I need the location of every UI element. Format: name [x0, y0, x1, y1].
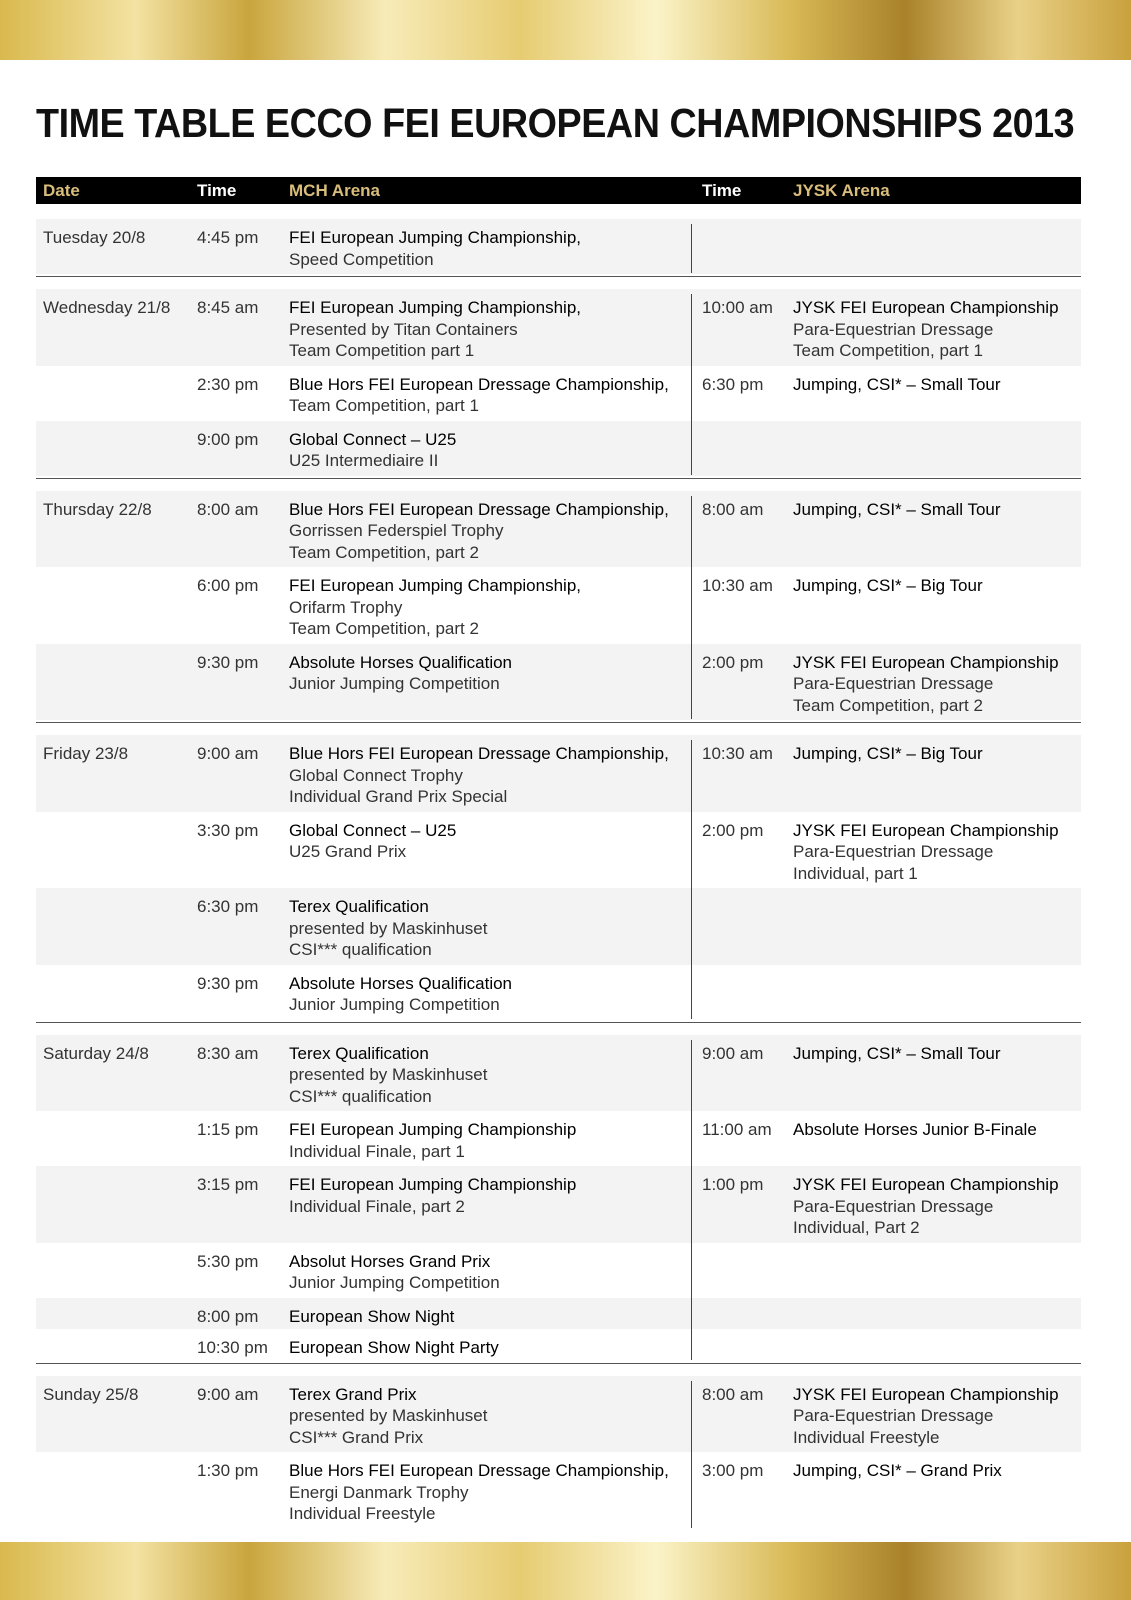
jysk-time: 10:00 am — [702, 298, 773, 317]
event-title: FEI European Jumping Championship, — [289, 576, 581, 595]
event-detail: U25 Intermediaire II — [289, 451, 439, 470]
mch-time: 8:00 am — [197, 499, 259, 519]
mch-event — [289, 1460, 669, 1525]
row-date: Sunday 25/8 — [43, 1384, 139, 1404]
mch-event — [289, 820, 456, 863]
event-detail: Individual Finale, part 1 — [289, 1141, 465, 1161]
jysk-time: 10:30 am — [702, 576, 773, 595]
row-date: Wednesday 21/8 — [43, 298, 171, 317]
event-title: Terex Qualification — [289, 897, 429, 916]
mch-event — [289, 1337, 499, 1359]
table-row — [36, 644, 1081, 721]
event-title: Jumping, CSI* – Grand Prix — [793, 1461, 1002, 1480]
mch-event — [289, 652, 512, 695]
jysk-event — [793, 297, 1059, 362]
mch-time: 2:30 pm — [197, 374, 259, 394]
jysk-event — [793, 575, 983, 597]
mch-time: 9:00 pm — [197, 429, 259, 449]
event-detail: Team Competition, part 1 — [289, 396, 479, 415]
table-row — [36, 888, 1081, 965]
header-date: Date — [43, 181, 80, 200]
jysk-time: 8:00 am — [702, 1384, 764, 1404]
mch-time: 1:30 pm — [197, 1461, 259, 1480]
jysk-event — [793, 820, 1059, 885]
header-time-mch: Time — [197, 181, 237, 200]
event-title: Absolute Horses Junior B-Finale — [793, 1120, 1037, 1139]
mch-event — [289, 227, 581, 270]
arena-divider — [691, 1381, 692, 1528]
table-row — [36, 1298, 1081, 1330]
mch-event — [289, 1119, 576, 1162]
event-detail: Individual Freestyle — [289, 1504, 436, 1523]
jysk-time: 2:00 pm — [702, 652, 764, 672]
event-detail: Orifarm Trophy — [289, 597, 403, 617]
event-title: Blue Hors FEI European Dressage Championship, — [289, 374, 669, 394]
event-detail: Team Competition, part 2 — [289, 619, 479, 638]
jysk-time: 8:00 am — [702, 499, 764, 519]
mch-event — [289, 896, 487, 961]
header-mch-arena: MCH Arena — [289, 181, 380, 200]
jysk-time: 9:00 am — [702, 1043, 764, 1063]
table-row — [36, 1111, 1081, 1166]
table-row — [36, 1376, 1081, 1453]
event-detail: Individual Grand Prix Special — [289, 787, 508, 806]
event-detail: Gorrissen Federspiel Trophy — [289, 521, 504, 540]
event-title: Global Connect – U25 — [289, 429, 457, 449]
event-detail: Team Competition, part 2 — [289, 542, 479, 562]
table-row — [36, 735, 1081, 812]
jysk-time: 1:00 pm — [702, 1175, 764, 1194]
event-title: Blue Hors FEI European Dressage Championship, — [289, 1461, 669, 1480]
day-group — [36, 1023, 1081, 1363]
mch-event — [289, 1043, 487, 1108]
mch-time: 8:30 am — [197, 1043, 259, 1063]
day-group — [36, 479, 1081, 723]
mch-event — [289, 1251, 500, 1294]
table-row — [36, 491, 1081, 568]
jysk-event — [793, 1043, 1001, 1065]
event-title: European Show Night Party — [289, 1338, 499, 1357]
event-detail: Individual, Part 2 — [793, 1218, 920, 1237]
bottom-gold-band — [0, 1542, 1131, 1600]
event-title: FEI European Jumping Championship — [289, 1175, 577, 1194]
table-header — [36, 177, 1081, 204]
event-title: JYSK FEI European Championship — [793, 298, 1059, 317]
mch-time: 4:45 pm — [197, 228, 259, 247]
event-detail: presented by Maskinhuset — [289, 1065, 488, 1084]
event-detail: Team Competition, part 1 — [793, 341, 983, 360]
event-title: Jumping, CSI* – Big Tour — [793, 576, 983, 595]
event-title: JYSK FEI European Championship — [793, 1384, 1059, 1404]
jysk-event — [793, 1119, 1037, 1141]
event-detail: Individual Finale, part 2 — [289, 1196, 465, 1216]
arena-divider — [691, 294, 692, 475]
day-groups — [36, 204, 1081, 1531]
jysk-event — [793, 1384, 1059, 1449]
event-detail: CSI*** qualification — [289, 1086, 432, 1106]
mch-event — [289, 1384, 487, 1449]
event-detail: CSI*** Grand Prix — [289, 1427, 424, 1447]
event-detail: Individual, part 1 — [793, 863, 918, 883]
jysk-event — [793, 1174, 1059, 1239]
event-title: Blue Hors FEI European Dressage Championship, — [289, 499, 669, 519]
event-title: Jumping, CSI* – Small Tour — [793, 374, 1001, 394]
event-detail: U25 Grand Prix — [289, 842, 407, 861]
jysk-event — [793, 652, 1059, 717]
table-row — [36, 1035, 1081, 1112]
day-group — [36, 1364, 1081, 1531]
event-detail: Global Connect Trophy — [289, 765, 463, 785]
table-row — [36, 567, 1081, 644]
row-date: Tuesday 20/8 — [43, 228, 146, 247]
event-title: Blue Hors FEI European Dressage Championship, — [289, 744, 669, 763]
event-detail: Speed Competition — [289, 249, 434, 269]
mch-event — [289, 429, 456, 472]
mch-event — [289, 1306, 454, 1328]
event-detail: Team Competition, part 2 — [793, 695, 983, 715]
header-time-jysk: Time — [702, 181, 742, 200]
mch-time: 6:00 pm — [197, 576, 259, 595]
jysk-event — [793, 374, 1001, 396]
jysk-time: 3:00 pm — [702, 1461, 764, 1480]
page-title: TIME TABLE ECCO FEI EUROPEAN CHAMPIONSHIPS 2013 — [36, 100, 1075, 146]
event-title: JYSK FEI European Championship — [793, 820, 1059, 840]
event-title: FEI European Jumping Championship — [289, 1120, 577, 1139]
jysk-time: 10:30 am — [702, 744, 773, 763]
jysk-time: 2:00 pm — [702, 820, 764, 840]
event-title: Absolute Horses Qualification — [289, 973, 513, 993]
jysk-time: 11:00 am — [702, 1120, 772, 1139]
top-gold-band — [0, 0, 1131, 60]
jysk-event — [793, 499, 1001, 521]
mch-time: 9:00 am — [197, 1384, 259, 1404]
mch-time: 10:30 pm — [197, 1338, 268, 1357]
mch-time: 1:15 pm — [197, 1120, 259, 1139]
mch-event — [289, 374, 669, 417]
jysk-event — [793, 1460, 1002, 1482]
row-date: Saturday 24/8 — [43, 1043, 149, 1063]
event-detail: Para-Equestrian Dressage — [793, 1196, 994, 1216]
event-title: FEI European Jumping Championship, — [289, 298, 581, 317]
row-date: Friday 23/8 — [43, 744, 129, 763]
event-title: Jumping, CSI* – Big Tour — [793, 744, 983, 763]
event-title: European Show Night — [289, 1306, 455, 1326]
event-detail: Junior Jumping Competition — [289, 995, 500, 1014]
jysk-time: 6:30 pm — [702, 374, 764, 394]
mch-time: 9:00 am — [197, 744, 259, 763]
row-date: Thursday 22/8 — [43, 499, 152, 519]
jysk-event — [793, 743, 983, 765]
table-row — [36, 289, 1081, 366]
event-detail: presented by Maskinhuset — [289, 918, 488, 938]
arena-divider — [691, 1040, 692, 1360]
event-detail: Para-Equestrian Dressage — [793, 1406, 994, 1425]
event-detail: Individual Freestyle — [793, 1427, 940, 1447]
event-detail: Para-Equestrian Dressage — [793, 674, 994, 693]
table-row — [36, 1452, 1081, 1529]
event-detail: Presented by Titan Containers — [289, 319, 518, 339]
mch-time: 9:30 pm — [197, 652, 259, 672]
arena-divider — [691, 496, 692, 720]
table-row — [36, 366, 1081, 421]
event-title: JYSK FEI European Championship — [793, 1175, 1059, 1194]
event-title: Global Connect – U25 — [289, 820, 457, 840]
event-detail: Team Competition part 1 — [289, 341, 475, 360]
arena-divider — [691, 224, 692, 273]
mch-event — [289, 973, 512, 1016]
event-title: Terex Qualification — [289, 1043, 429, 1063]
mch-event — [289, 499, 669, 564]
mch-event — [289, 1174, 576, 1217]
table-row — [36, 1329, 1081, 1361]
table-row — [36, 812, 1081, 889]
mch-time: 8:00 pm — [197, 1306, 259, 1326]
event-title: Jumping, CSI* – Small Tour — [793, 499, 1001, 519]
mch-event — [289, 575, 581, 640]
mch-event — [289, 743, 669, 808]
day-group — [36, 277, 1081, 478]
event-detail: Energi Danmark Trophy — [289, 1482, 469, 1502]
event-title: Jumping, CSI* – Small Tour — [793, 1043, 1001, 1063]
event-title: FEI European Jumping Championship, — [289, 228, 581, 247]
table-row — [36, 1243, 1081, 1298]
event-title: JYSK FEI European Championship — [793, 652, 1059, 672]
mch-time: 8:45 am — [197, 298, 259, 317]
arena-divider — [691, 740, 692, 1019]
event-detail: CSI*** qualification — [289, 940, 432, 959]
mch-time: 6:30 pm — [197, 897, 259, 916]
table-row — [36, 1166, 1081, 1243]
event-detail: Para-Equestrian Dressage — [793, 319, 994, 339]
mch-event — [289, 297, 581, 362]
event-detail: Para-Equestrian Dressage — [793, 842, 994, 861]
day-group — [36, 204, 1081, 276]
event-title: Absolute Horses Qualification — [289, 652, 513, 672]
day-group — [36, 723, 1081, 1022]
mch-time: 3:15 pm — [197, 1175, 259, 1194]
event-title: Terex Grand Prix — [289, 1384, 417, 1404]
event-detail: Junior Jumping Competition — [289, 1273, 500, 1292]
event-title: Absolut Horses Grand Prix — [289, 1251, 491, 1271]
timetable — [36, 177, 1081, 1531]
header-jysk-arena: JYSK Arena — [793, 181, 890, 200]
table-row — [36, 421, 1081, 476]
mch-time: 9:30 pm — [197, 973, 259, 993]
mch-time: 3:30 pm — [197, 820, 259, 840]
event-detail: Junior Jumping Competition — [289, 674, 500, 693]
mch-time: 5:30 pm — [197, 1251, 259, 1271]
table-row — [36, 965, 1081, 1020]
table-row — [36, 219, 1081, 274]
event-detail: presented by Maskinhuset — [289, 1406, 488, 1425]
